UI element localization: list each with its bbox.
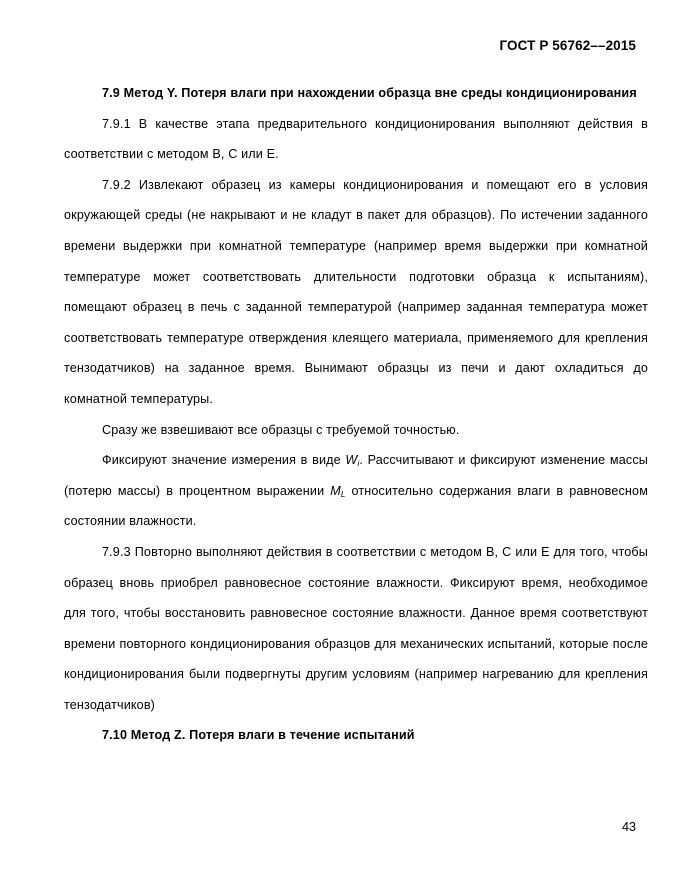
variable-ml [330, 484, 345, 498]
variable-ml-symbol: M [330, 483, 341, 498]
fixation-text-a: Фиксируют значение измерения в виде [102, 453, 346, 468]
variable-wi-subscript: i [357, 459, 360, 469]
paragraph-fixation [64, 445, 648, 537]
variable-ml-subscript: L [340, 489, 346, 499]
variable-wi-symbol: W [345, 453, 358, 468]
paragraph-7-9-2: 7.9.2 Извлекают образец из камеры кондиционирования и помещают его в условия окружающей среды (не накрывают и не кладут в пакет для образцов). По истечении заданного времени выдержки при комнатной температуре (например время выдержки при комнатной температуре может соответствовать длительности подготовки образца к испытаниям), помещают образец в печь с заданной температурой (например заданная температура может соответствовать температуре отверждения клеящего материала, применяемого для крепления тензодатчиков) на заданное время. Вынимают образцы из печи и дают охладиться до комнатной температуры. [64, 177, 648, 406]
paragraph-weighing: Сразу же взвешивают все образцы с требуемой точностью. [102, 422, 460, 437]
variable-wi [345, 453, 359, 467]
fixation-text-b: . Рассчитывают и фиксируют изменение массы (потерю массы) в процентном выражении [64, 453, 648, 498]
page-number: 43 [621, 820, 636, 834]
document-body [64, 78, 648, 751]
fixation-text-c: относительно содержания влаги в равновесном состоянии влажности. [64, 483, 648, 529]
paragraph-7-9-1: 7.9.1 В качестве этапа предварительного кондиционирования выполняют действия в соответствии с методом B, C или E. [64, 116, 648, 162]
section-heading-7-9: 7.9 Метод Y. Потеря влаги при нахождении образца вне среды кондиционирования [102, 86, 637, 100]
standard-header: ГОСТ Р 56762––2015 [499, 38, 636, 53]
section-heading-7-10: 7.10 Метод Z. Потеря влаги в течение испытаний [102, 728, 415, 743]
paragraph-7-9-3: 7.9.3 Повторно выполняют действия в соответствии с методом B, C или E для того, чтобы образец вновь приобрел равновесное состояние влажности. Фиксируют время, необходимое для того, чтобы восстановить равновесное состояние влажности. Данное время соответствуют времени повторного кондиционирования образцов для механических испытаний, которые после кондиционирования были подвергнуты другим условиям (например нагреванию для крепления тензодатчиков) [64, 544, 648, 712]
